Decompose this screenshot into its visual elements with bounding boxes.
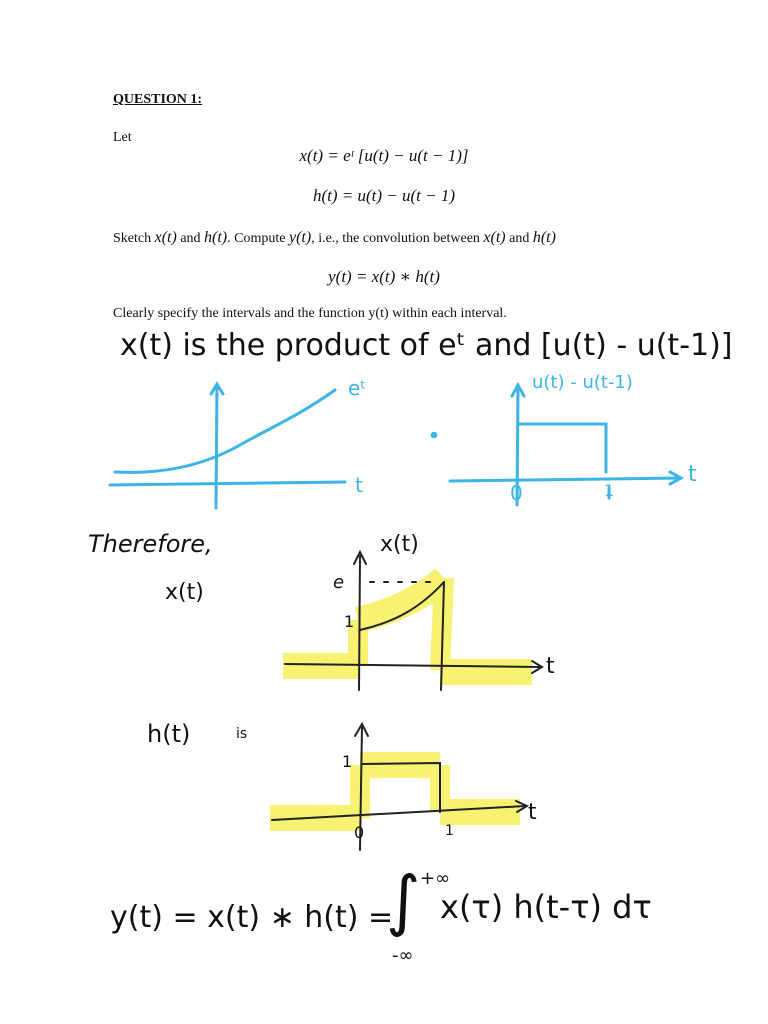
clarify-instruction: Clearly specify the intervals and the function y(t) within each interval. xyxy=(113,306,507,321)
sketch-rectangle xyxy=(432,385,681,505)
sketch-exponential xyxy=(110,384,345,508)
math-x2: x(t) xyxy=(483,229,506,246)
label-t-1: t xyxy=(355,473,363,497)
integral-upper-limit: +∞ xyxy=(420,868,451,889)
label-e-level: e xyxy=(333,572,345,593)
math-h: h(t) xyxy=(204,229,228,246)
label-one-level-h: 1 xyxy=(342,752,353,771)
equation-x: x(t) = eᵗ [u(t) − u(t − 1)] xyxy=(299,146,469,165)
equation-y: y(t) = x(t) ∗ h(t) xyxy=(328,267,440,286)
math-h2: h(t) xyxy=(532,229,556,246)
sketch-h-signal xyxy=(272,724,527,850)
integral-lower-limit: -∞ xyxy=(392,945,414,966)
label-h: h(t) xyxy=(147,720,191,748)
label-t-2: t xyxy=(688,462,697,487)
equation-h: h(t) = u(t) − u(t − 1) xyxy=(312,186,456,205)
label-x-left: x(t) xyxy=(165,580,204,605)
label-one-h: 1 xyxy=(445,823,454,839)
handwritten-product-line: x(t) is the product of eᵗ and [u(t) - u(t-1)] xyxy=(120,328,733,363)
question-heading: QUESTION 1: xyxy=(113,92,203,107)
integral-sign: ∫ xyxy=(386,862,421,939)
convolution-lhs: y(t) = x(t) ∗ h(t) = xyxy=(110,900,394,935)
label-zero-h: 0 xyxy=(354,823,365,842)
label-t-4: t xyxy=(528,800,537,825)
sketch-instruction: Sketch x(t) and h(t). Compute y(t), i.e., the convolution between x(t) and h(t) xyxy=(113,229,556,246)
let-text: Let xyxy=(113,130,132,145)
label-step-difference: u(t) - u(t-1) xyxy=(532,372,633,393)
sketch-x-highlight xyxy=(283,578,532,672)
math-x: x(t) xyxy=(154,229,177,246)
label-one-level-x: 1 xyxy=(344,612,355,631)
integrand: x(τ) h(t-τ) dτ xyxy=(440,888,652,926)
label-one-1: 1 xyxy=(604,481,615,500)
label-is: is xyxy=(236,726,248,742)
sketch-h-highlight xyxy=(270,765,520,818)
label-t-3: t xyxy=(546,654,555,679)
label-exp: eᵗ xyxy=(348,376,367,400)
label-x-axis: x(t) xyxy=(380,532,419,557)
label-zero-1: 0 xyxy=(510,481,523,505)
therefore-text: Therefore, xyxy=(88,530,213,558)
math-y: y(t) xyxy=(288,229,312,246)
